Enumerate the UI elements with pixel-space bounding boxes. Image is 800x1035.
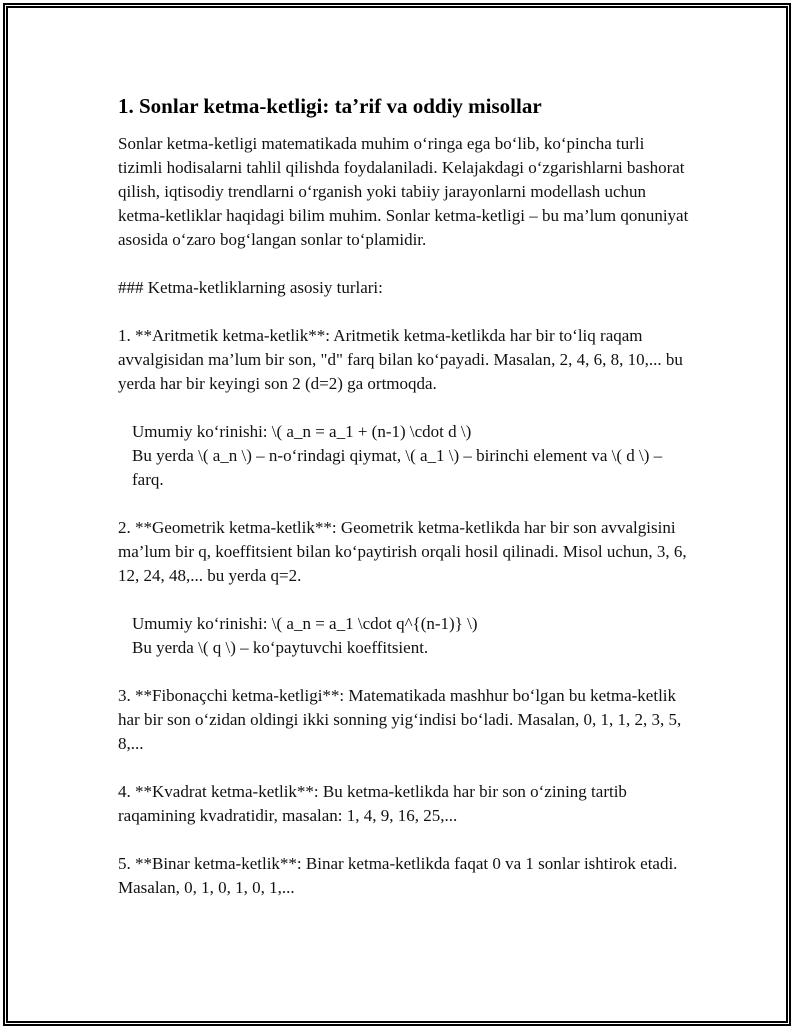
intro-paragraph: Sonlar ketma-ketligi matematikada muhim o‘ringa ega bo‘lib, ko‘pincha turli tizimli hodisalarni tahlil qilishda foydalaniladi. Kelajakdagi o‘zgarishlarni bashorat qilish, iqtisodiy trendlarni o‘rganish yoki tabiiy jarayonlarni modellash uchun ketma-ketliklar haqidagi bilim muhim. Sonlar ketma-ketligi – bu ma’lum qonuniyat asosida o‘zaro bog‘langan sonlar to‘plamidir. [118, 134, 693, 249]
list-item-fibonacci: 3. **Fibonaçchi ketma-ketligi**: Matematikada mashhur bo‘lgan bu ketma-ketlik har bir son o‘zidan oldingi ikki sonning yig‘indisi bo‘ladi. Masalan, 0, 1, 1, 2, 3, 5, 8,... [118, 686, 686, 753]
list-item-binary: 5. **Binar ketma-ketlik**: Binar ketma-ketlikda faqat 0 va 1 sonlar ishtirok etadi. Masalan, 0, 1, 0, 1, 0, 1,... [118, 854, 682, 897]
arithmetic-formula: Umumiy ko‘rinishi: \( a_n = a_1 + (n-1) \cdot d \) [132, 422, 472, 441]
arithmetic-note: Bu yerda \( a_n \) – n-o‘rindagi qiymat, \( a_1 \) – birinchi element va \( d \) – farq. [132, 446, 667, 489]
list-item-geometric: 2. **Geometrik ketma-ketlik**: Geometrik ketma-ketlikda har bir son avvalgisini ma’lum bir q, koeffitsient bilan ko‘paytirish orqali hosil qilinadi. Misol uchun, 3, 6, 12, 24, 48,... bu yerda q=2. [118, 518, 691, 585]
document-body [118, 92, 692, 900]
document-title: 1. Sonlar ketma-ketligi: ta’rif va oddiy misollar [118, 94, 542, 118]
list-item-arithmetic: 1. **Aritmetik ketma-ketlik**: Aritmetik ketma-ketlikda har bir to‘liq raqam avvalgisidan ma’lum bir son, "d" farq bilan ko‘payadi. Masalan, 2, 4, 6, 8, 10,... bu yerda har bir keyingi son 2 (d=2) ga ortmoqda. [118, 326, 688, 393]
geometric-formula: Umumiy ko‘rinishi: \( a_n = a_1 \cdot q^{(n-1)} \) [132, 614, 478, 633]
list-item-square: 4. **Kvadrat ketma-ketlik**: Bu ketma-ketlikda har bir son o‘zining tartib raqamining kvadratidir, masalan: 1, 4, 9, 16, 25,... [118, 782, 632, 825]
section-heading: ### Ketma-ketliklarning asosiy turlari: [118, 278, 383, 297]
geometric-note: Bu yerda \( q \) – ko‘paytuvchi koeffitsient. [132, 638, 429, 657]
